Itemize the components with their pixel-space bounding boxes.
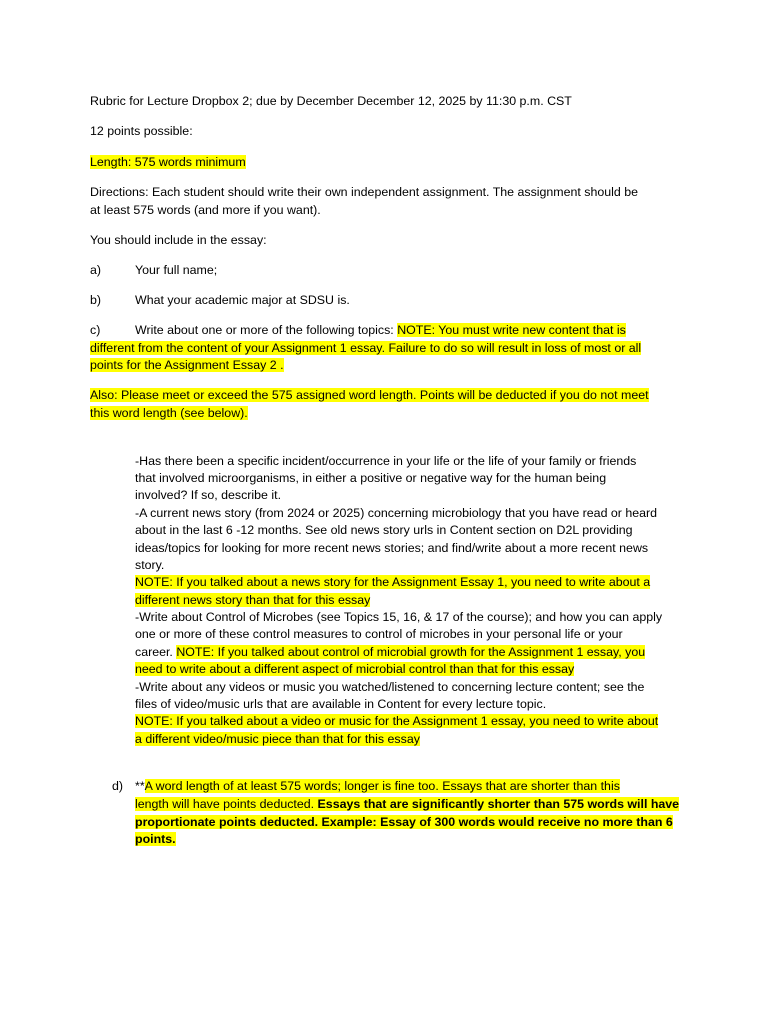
item-a-text: Your full name; <box>135 263 218 277</box>
topic-2-line-4: story. <box>135 558 165 572</box>
item-c-note-1: NOTE: You must write new content that is <box>397 323 626 337</box>
item-d-bold-4: points. <box>135 832 176 846</box>
rubric-title: Rubric for Lecture Dropbox 2; due by December December 12, 2025 by 11:30 p.m. CST <box>90 94 572 108</box>
item-c-text: Write about one or more of the following topics: <box>135 323 398 337</box>
topic-2-line-3: ideas/topics for looking for more recent news stories; and find/write about a more recent news <box>135 541 649 555</box>
item-a-label: a) <box>90 263 102 277</box>
item-c-line-2 <box>90 340 641 358</box>
topic-1-line-3: involved? If so, describe it. <box>135 488 282 502</box>
length-requirement <box>90 154 246 172</box>
topic-4-note-hl-1: NOTE: If you talked about a video or music for the Assignment 1 essay, you need to write about <box>135 714 659 728</box>
topic-3-line-2: one or more of these control measures to control of microbes in your personal life or your <box>135 627 623 641</box>
item-c-note-3: points for the Assignment Essay 2 . <box>90 358 284 372</box>
item-d-label: d) <box>112 779 124 793</box>
item-c-line-1 <box>135 322 626 340</box>
topic-2-line-1: -A current news story (from 2024 or 2025) concerning microbiology that you have read or heard <box>135 506 658 520</box>
topic-3-line-3 <box>135 644 645 662</box>
item-c-line-3 <box>90 357 284 375</box>
item-b-label: b) <box>90 293 102 307</box>
item-d-line-1 <box>135 778 620 796</box>
topic-1-line-1: -Has there been a specific incident/occurrence in your life or the life of your family or friends <box>135 454 637 468</box>
item-d-line-4 <box>135 831 176 849</box>
item-d-bold-3: proportionate points deducted. Example: Essay of 300 words would receive no more than 6 <box>135 815 673 829</box>
topic-4-note-hl-2: a different video/music piece than that for this essay <box>135 732 420 746</box>
topic-3-note-line-2 <box>135 661 574 679</box>
item-d-bold-2: Essays that are significantly shorter than 575 words will have <box>317 797 680 811</box>
topic-2-note-hl-2: different news story than that for this essay <box>135 593 371 607</box>
points-possible: 12 points possible: <box>90 124 193 138</box>
topic-3-career: career. <box>135 645 177 659</box>
topic-2-note-line-1 <box>135 574 650 592</box>
directions-line-1: Directions: Each student should write their own independent assignment. The assignment should be <box>90 185 639 199</box>
item-d-line-3 <box>135 814 673 832</box>
topic-3-line-1: -Write about Control of Microbes (see Topics 15, 16, & 17 of the course); and how you can apply <box>135 610 663 624</box>
topic-2-note-hl-1: NOTE: If you talked about a news story for the Assignment Essay 1, you need to write about a <box>135 575 651 589</box>
topic-4-line-2: files of video/music urls that are available in Content for every lecture topic. <box>135 697 547 711</box>
length-highlight: Length: 575 words minimum <box>90 155 246 169</box>
topic-3-note-hl-2: need to write about a different aspect of microbial control than that for this essay <box>135 662 575 676</box>
item-c-label: c) <box>90 323 101 337</box>
also-hl-1: Also: Please meet or exceed the 575 assigned word length. Points will be deducted if you do not meet <box>90 388 649 402</box>
item-d-hl-2: length will have points deducted. <box>135 797 318 811</box>
topic-1-line-2: that involved microorganisms, in either a positive or negative way for the human being <box>135 471 607 485</box>
also-hl-2: this word length (see below). <box>90 406 248 420</box>
topic-2-line-2: about in the last 6 -12 months. See old news story urls in Content section on D2L providing <box>135 523 633 537</box>
include-intro: You should include in the essay: <box>90 233 267 247</box>
topic-4-note-line-2 <box>135 731 420 749</box>
topic-2-note-line-2 <box>135 592 370 610</box>
topic-3-note-hl-1: NOTE: If you talked about control of microbial growth for the Assignment 1 essay, you <box>176 645 646 659</box>
topic-4-note-line-1 <box>135 713 658 731</box>
item-c-note-2: different from the content of your Assignment 1 essay. Failure to do so will result in loss of most or all <box>90 341 642 355</box>
item-d-hl-1: A word length of at least 575 words; longer is fine too. Essays that are shorter than this <box>144 779 620 793</box>
topic-4-line-1: -Write about any videos or music you watched/listened to concerning lecture content; see the <box>135 680 645 694</box>
item-d-line-2 <box>135 796 679 814</box>
also-line-1 <box>90 387 649 405</box>
directions-line-2: at least 575 words (and more if you want). <box>90 203 321 217</box>
item-d-stars: ** <box>135 779 145 793</box>
item-b-text: What your academic major at SDSU is. <box>135 293 350 307</box>
also-line-2 <box>90 405 248 423</box>
